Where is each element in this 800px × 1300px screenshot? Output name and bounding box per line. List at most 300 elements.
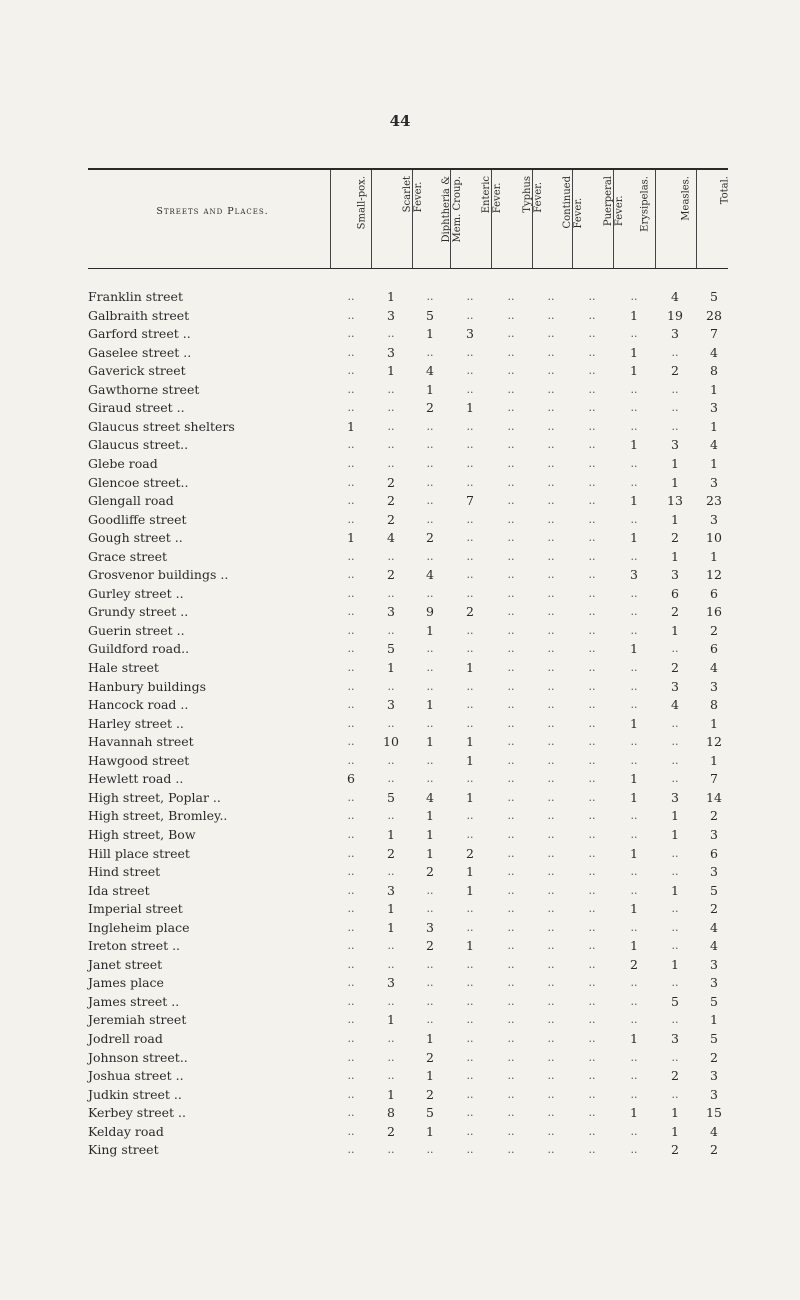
- table-cell: 28: [706, 307, 722, 323]
- table-cell: ..: [547, 809, 555, 823]
- table-cell: ..: [426, 957, 434, 971]
- table-cell: ..: [630, 1143, 638, 1157]
- table-cell: ..: [588, 327, 596, 341]
- table-cell: ..: [547, 345, 555, 359]
- table-cell: ..: [387, 1032, 395, 1045]
- table-cell: ..: [671, 642, 679, 656]
- table-cell: ..: [347, 290, 355, 303]
- table-cell: 8: [710, 697, 718, 713]
- page-number: 44: [389, 112, 411, 130]
- table-cell: 4: [710, 1123, 718, 1139]
- table-cell: ..: [547, 1050, 555, 1064]
- table-cell: 5: [387, 641, 395, 657]
- table-cell: ..: [387, 753, 395, 767]
- table-cell: 2: [426, 864, 434, 880]
- table-cell: 3: [671, 326, 679, 342]
- table-cell: ..: [630, 809, 638, 823]
- table-cell: 5: [710, 289, 718, 304]
- table-cell: 2: [710, 808, 718, 824]
- table-row: [0, 678, 800, 697]
- table-cell: ..: [507, 735, 515, 749]
- column-header: [572, 172, 625, 262]
- table-cell: 3: [710, 956, 718, 972]
- street-name: Ingleheim place: [88, 919, 190, 935]
- table-cell: ..: [671, 401, 679, 415]
- table-row: [0, 344, 800, 363]
- table-cell: ..: [507, 475, 515, 489]
- table-cell: ..: [466, 419, 474, 433]
- table-cell: ..: [466, 1124, 474, 1138]
- table-cell: 1: [630, 437, 638, 453]
- table-cell: ..: [507, 865, 515, 879]
- street-name: Kelday road: [88, 1123, 164, 1139]
- table-cell: ..: [347, 753, 355, 767]
- table-cell: ..: [588, 994, 596, 1008]
- table-cell: ..: [347, 902, 355, 916]
- table-cell: 7: [710, 326, 718, 342]
- table-row: [0, 789, 800, 808]
- street-name: Hawgood street: [88, 752, 190, 768]
- table-cell: ..: [507, 456, 515, 470]
- table-cell: ..: [466, 623, 474, 637]
- table-cell: 3: [426, 919, 434, 935]
- table-cell: 1: [387, 289, 395, 304]
- table-cell: ..: [347, 1143, 355, 1157]
- table-cell: ..: [547, 531, 555, 545]
- table-cell: 5: [671, 993, 679, 1009]
- table-cell: 13: [667, 493, 683, 509]
- table-cell: ..: [466, 438, 474, 452]
- table-cell: ..: [630, 735, 638, 749]
- table-cell: 23: [706, 493, 722, 509]
- table-cell: 2: [426, 1049, 434, 1065]
- table-cell: ..: [387, 1143, 395, 1157]
- table-cell: 3: [671, 567, 679, 583]
- table-cell: ..: [547, 605, 555, 619]
- street-name: James street ..: [88, 993, 180, 1009]
- table-cell: 1: [710, 715, 718, 731]
- table-cell: ..: [588, 753, 596, 767]
- table-cell: 1: [426, 381, 434, 397]
- table-cell: ..: [547, 827, 555, 841]
- table-cell: 3: [710, 826, 718, 842]
- table-cell: ..: [347, 586, 355, 600]
- table-cell: ..: [630, 382, 638, 396]
- table-cell: ..: [588, 549, 596, 563]
- street-name: James place: [88, 975, 164, 991]
- table-cell: ..: [466, 957, 474, 971]
- table-cell: ..: [671, 1087, 679, 1101]
- table-cell: 3: [710, 474, 718, 490]
- table-cell: ..: [426, 902, 434, 916]
- table-cell: ..: [588, 1087, 596, 1101]
- table-row: [0, 733, 800, 752]
- table-row: [0, 492, 800, 511]
- table-cell: ..: [387, 1050, 395, 1064]
- table-cell: 1: [426, 1031, 434, 1046]
- table-cell: 4: [710, 660, 718, 675]
- table-cell: ..: [547, 902, 555, 916]
- table-cell: 3: [671, 678, 679, 694]
- table-cell: ..: [671, 716, 679, 730]
- street-name: Glebe road: [88, 455, 158, 471]
- table-cell: ..: [588, 679, 596, 693]
- table-cell: ..: [507, 957, 515, 971]
- table-row: [0, 993, 800, 1012]
- table-cell: ..: [466, 531, 474, 545]
- table-cell: 4: [671, 289, 679, 304]
- table-cell: ..: [630, 605, 638, 619]
- table-cell: 1: [630, 789, 638, 805]
- table-cell: ..: [347, 308, 355, 322]
- table-cell: ..: [507, 939, 515, 953]
- table-cell: 1: [671, 882, 679, 898]
- table-cell: ..: [547, 939, 555, 953]
- table-cell: ..: [507, 345, 515, 359]
- table-cell: ..: [507, 976, 515, 990]
- table-cell: ..: [588, 401, 596, 415]
- street-name: Gaselee street ..: [88, 344, 192, 360]
- table-row: [0, 418, 800, 437]
- table-cell: ..: [588, 345, 596, 359]
- table-cell: 15: [706, 1105, 722, 1121]
- column-header: [331, 172, 371, 262]
- table-cell: 1: [671, 548, 679, 564]
- column-header: [531, 172, 584, 262]
- table-cell: 5: [710, 1031, 718, 1046]
- table-cell: ..: [507, 308, 515, 322]
- table-row: [0, 399, 800, 418]
- table-cell: 1: [710, 1012, 718, 1028]
- table-cell: ..: [588, 790, 596, 804]
- table-cell: ..: [630, 512, 638, 526]
- table-cell: ..: [507, 642, 515, 656]
- table-cell: ..: [547, 1013, 555, 1027]
- table-cell: ..: [671, 753, 679, 767]
- table-cell: ..: [426, 438, 434, 452]
- table-cell: 1: [630, 493, 638, 509]
- table-cell: ..: [507, 679, 515, 693]
- table-cell: 1: [426, 845, 434, 861]
- table-cell: ..: [588, 623, 596, 637]
- table-cell: ..: [507, 920, 515, 934]
- street-name: Joshua street ..: [88, 1068, 184, 1084]
- table-cell: 1: [466, 734, 474, 750]
- table-cell: ..: [387, 401, 395, 415]
- table-row: [0, 956, 800, 975]
- table-cell: 12: [706, 734, 722, 750]
- table-cell: 2: [710, 622, 718, 638]
- table-cell: ..: [466, 308, 474, 322]
- table-cell: ..: [588, 846, 596, 860]
- table-cell: ..: [466, 902, 474, 916]
- table-cell: 6: [710, 845, 718, 861]
- table-cell: 1: [671, 511, 679, 527]
- column-header: [655, 172, 695, 262]
- table-row: [0, 307, 800, 326]
- column-header-label: Total.: [719, 176, 731, 205]
- table-cell: ..: [588, 531, 596, 545]
- table-cell: ..: [547, 698, 555, 712]
- table-cell: 6: [671, 585, 679, 601]
- table-cell: 3: [710, 400, 718, 416]
- table-cell: ..: [547, 290, 555, 303]
- table-row: [0, 974, 800, 993]
- table-row: [0, 826, 800, 845]
- table-cell: 2: [671, 1142, 679, 1158]
- table-cell: 1: [671, 826, 679, 842]
- table-cell: 2: [466, 604, 474, 620]
- table-cell: ..: [387, 382, 395, 396]
- table-cell: ..: [547, 1032, 555, 1045]
- table-cell: ..: [588, 494, 596, 508]
- table-cell: 1: [426, 622, 434, 638]
- table-cell: ..: [630, 994, 638, 1008]
- street-name: Franklin street: [88, 289, 183, 304]
- street-name: Guerin street ..: [88, 622, 185, 638]
- table-cell: 1: [426, 808, 434, 824]
- table-cell: ..: [507, 698, 515, 712]
- table-cell: ..: [387, 994, 395, 1008]
- table-cell: 1: [387, 919, 395, 935]
- table-cell: 2: [387, 567, 395, 583]
- street-name: High street, Bow: [88, 826, 196, 842]
- table-cell: 1: [466, 864, 474, 880]
- table-cell: ..: [347, 1106, 355, 1120]
- table-cell: 6: [710, 585, 718, 601]
- table-cell: ..: [507, 661, 515, 674]
- table-cell: ..: [507, 753, 515, 767]
- street-name: High street, Bromley..: [88, 808, 228, 824]
- table-cell: ..: [387, 809, 395, 823]
- table-cell: 1: [426, 826, 434, 842]
- table-cell: 4: [671, 697, 679, 713]
- table-cell: 5: [387, 789, 395, 805]
- table-cell: 1: [671, 1123, 679, 1139]
- street-name: Imperial street: [88, 901, 183, 917]
- table-cell: 16: [706, 604, 722, 620]
- table-cell: 1: [671, 1105, 679, 1121]
- street-name: Grace street: [88, 548, 168, 564]
- table-cell: ..: [588, 586, 596, 600]
- table-cell: 1: [630, 715, 638, 731]
- table-cell: ..: [466, 920, 474, 934]
- table-cell: 4: [710, 919, 718, 935]
- table-cell: ..: [466, 976, 474, 990]
- table-cell: ..: [426, 679, 434, 693]
- table-cell: ..: [547, 642, 555, 656]
- table-cell: ..: [671, 382, 679, 396]
- table-cell: 1: [466, 789, 474, 805]
- table-cell: ..: [387, 419, 395, 433]
- table-cell: ..: [347, 735, 355, 749]
- table-cell: ..: [507, 1106, 515, 1120]
- table-cell: 5: [426, 307, 434, 323]
- table-cell: ..: [466, 642, 474, 656]
- table-cell: ..: [547, 865, 555, 879]
- table-header-rule: [88, 268, 728, 269]
- table-row: [0, 603, 800, 622]
- table-cell: ..: [547, 883, 555, 897]
- table-cell: ..: [426, 976, 434, 990]
- table-cell: 1: [466, 882, 474, 898]
- table-cell: ..: [426, 512, 434, 526]
- table-cell: ..: [507, 549, 515, 563]
- table-cell: ..: [547, 438, 555, 452]
- table-cell: ..: [588, 1143, 596, 1157]
- table-row: [0, 659, 800, 678]
- table-cell: ..: [347, 716, 355, 730]
- table-row: [0, 752, 800, 771]
- table-cell: 4: [426, 363, 434, 379]
- table-cell: 6: [347, 771, 355, 787]
- table-cell: 2: [466, 845, 474, 861]
- table-cell: 2: [671, 530, 679, 546]
- table-cell: ..: [671, 772, 679, 786]
- street-name: Judkin street ..: [88, 1086, 182, 1102]
- table-cell: ..: [347, 364, 355, 378]
- table-cell: ..: [507, 512, 515, 526]
- table-cell: 3: [710, 678, 718, 694]
- table-cell: ..: [426, 494, 434, 508]
- street-name: Gawthorne street: [88, 381, 200, 397]
- table-cell: ..: [507, 902, 515, 916]
- table-cell: ..: [426, 994, 434, 1008]
- table-cell: ..: [588, 512, 596, 526]
- table-cell: 1: [630, 845, 638, 861]
- table-cell: ..: [466, 1106, 474, 1120]
- table-cell: ..: [547, 790, 555, 804]
- table-cell: ..: [347, 679, 355, 693]
- table-cell: ..: [547, 1069, 555, 1083]
- table-cell: ..: [588, 642, 596, 656]
- table-cell: ..: [507, 1069, 515, 1083]
- table-cell: ..: [547, 735, 555, 749]
- table-cell: 1: [630, 1031, 638, 1046]
- table-cell: ..: [426, 753, 434, 767]
- street-name: Glengall road: [88, 493, 174, 509]
- table-cell: ..: [426, 345, 434, 359]
- table-cell: ..: [387, 456, 395, 470]
- table-cell: ..: [347, 605, 355, 619]
- table-cell: 3: [710, 864, 718, 880]
- street-name: Jodrell road: [88, 1031, 163, 1046]
- column-header-label: Typhus Fever.: [522, 176, 544, 213]
- table-cell: ..: [588, 1050, 596, 1064]
- table-cell: ..: [466, 1069, 474, 1083]
- table-cell: 1: [387, 826, 395, 842]
- column-header: [410, 172, 463, 262]
- table-cell: ..: [387, 623, 395, 637]
- table-cell: ..: [347, 920, 355, 934]
- table-cell: ..: [671, 939, 679, 953]
- table-row: [0, 1123, 800, 1142]
- table-cell: ..: [507, 809, 515, 823]
- table-cell: ..: [630, 679, 638, 693]
- table-cell: 4: [387, 530, 395, 546]
- table-cell: ..: [588, 827, 596, 841]
- street-name: Gaverick street: [88, 363, 186, 379]
- table-cell: 1: [466, 400, 474, 416]
- table-cell: ..: [347, 623, 355, 637]
- table-cell: 1: [630, 307, 638, 323]
- table-cell: ..: [507, 772, 515, 786]
- street-name: King street: [88, 1142, 159, 1158]
- table-cell: ..: [507, 790, 515, 804]
- table-cell: ..: [588, 1069, 596, 1083]
- table-cell: 5: [426, 1105, 434, 1121]
- street-name: Grosvenor buildings ..: [88, 567, 229, 583]
- table-cell: 3: [671, 437, 679, 453]
- table-cell: ..: [671, 735, 679, 749]
- table-cell: 2: [426, 938, 434, 954]
- table-cell: ..: [588, 456, 596, 470]
- table-cell: 1: [671, 808, 679, 824]
- streets-column-header: Streets and Places.: [156, 206, 269, 217]
- table-cell: 10: [383, 734, 399, 750]
- table-cell: ..: [588, 364, 596, 378]
- table-cell: ..: [507, 827, 515, 841]
- street-name: Hancock road ..: [88, 697, 189, 713]
- table-cell: ..: [347, 494, 355, 508]
- street-name: Gough street ..: [88, 530, 183, 546]
- table-cell: 2: [387, 511, 395, 527]
- table-cell: ..: [507, 586, 515, 600]
- table-cell: ..: [547, 623, 555, 637]
- table-cell: ..: [347, 401, 355, 415]
- table-cell: 5: [710, 993, 718, 1009]
- table-cell: ..: [347, 827, 355, 841]
- table-cell: ..: [547, 920, 555, 934]
- table-cell: 3: [671, 789, 679, 805]
- table-cell: ..: [426, 661, 434, 674]
- table-cell: ..: [630, 1087, 638, 1101]
- table-cell: 1: [671, 455, 679, 471]
- table-cell: 1: [630, 938, 638, 954]
- table-cell: ..: [588, 716, 596, 730]
- street-name: Hewlett road ..: [88, 771, 184, 787]
- column-header-label: Enteric Fever.: [481, 176, 503, 214]
- table-cell: ..: [387, 957, 395, 971]
- table-cell: 7: [710, 771, 718, 787]
- column-header-label: Measles.: [680, 176, 692, 221]
- table-cell: ..: [547, 772, 555, 786]
- table-cell: ..: [426, 290, 434, 303]
- table-cell: 3: [710, 975, 718, 991]
- street-name: Garford street ..: [88, 326, 191, 342]
- street-name: Hill place street: [88, 845, 190, 861]
- table-cell: ..: [347, 512, 355, 526]
- table-cell: ..: [630, 586, 638, 600]
- column-header: [491, 172, 544, 262]
- table-cell: 1: [710, 548, 718, 564]
- table-cell: ..: [588, 976, 596, 990]
- table-cell: ..: [547, 475, 555, 489]
- table-cell: ..: [466, 586, 474, 600]
- table-cell: ..: [630, 623, 638, 637]
- table-cell: 1: [710, 418, 718, 434]
- table-cell: ..: [547, 679, 555, 693]
- table-cell: ..: [507, 401, 515, 415]
- table-cell: ..: [588, 290, 596, 303]
- table-cell: 8: [710, 363, 718, 379]
- table-cell: ..: [588, 902, 596, 916]
- table-cell: ..: [630, 475, 638, 489]
- table-cell: ..: [630, 1013, 638, 1027]
- table-cell: ..: [466, 1050, 474, 1064]
- table-cell: 2: [630, 956, 638, 972]
- column-header: [450, 172, 503, 262]
